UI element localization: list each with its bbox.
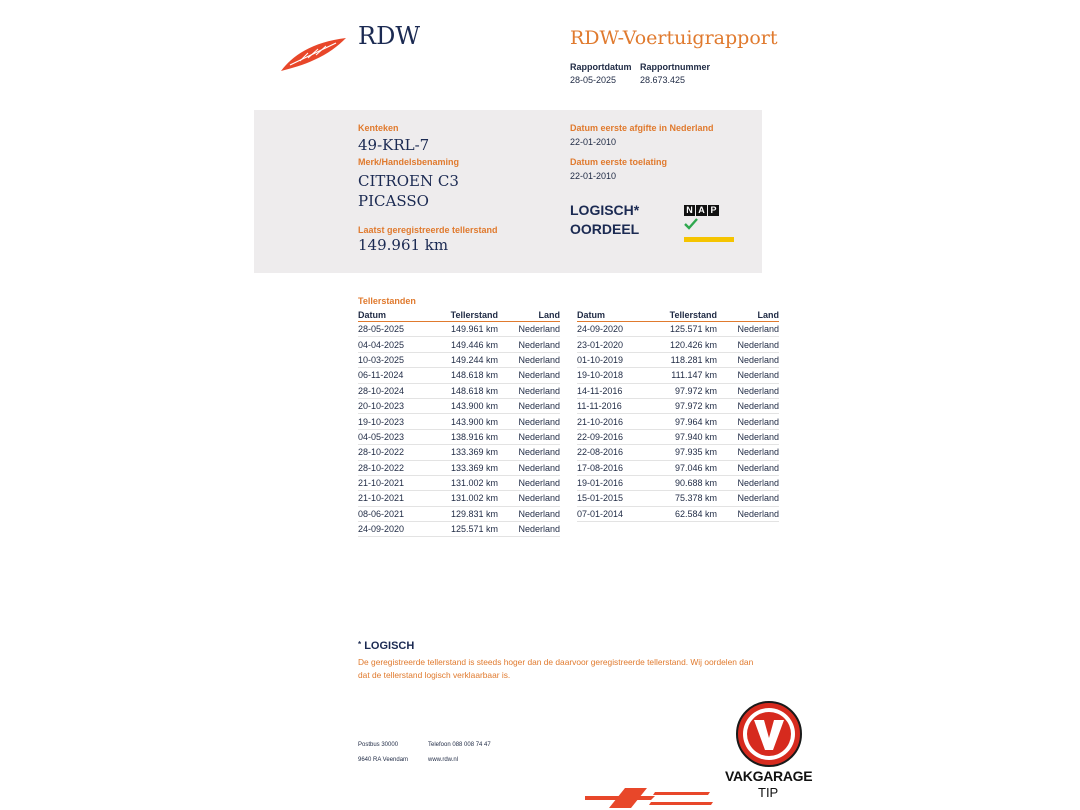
table-row [358,460,560,475]
reading-date: 11-11-2016 [577,398,651,413]
table-row [358,368,560,383]
table-row [577,429,779,444]
first-admission-value: 22-01-2010 [570,171,617,181]
reading-odometer: 62.584 km [651,506,717,521]
table-row [358,475,560,490]
reading-date: 04-05-2023 [358,429,432,444]
footnote-star: * [358,640,362,649]
table-row [358,398,560,413]
reading-country: Nederland [717,460,779,475]
reading-date: 24-09-2020 [358,522,432,537]
table-row [358,414,560,429]
table-row [358,522,560,537]
table-row [577,368,779,383]
table-row [358,429,560,444]
reading-country: Nederland [717,429,779,444]
reading-country: Nederland [498,445,560,460]
reading-date: 23-01-2020 [577,337,651,352]
plate-value: 49-KRL-7 [358,136,430,154]
reading-odometer: 133.369 km [432,460,498,475]
odometer-value: 149.961 km [358,236,449,254]
reading-odometer: 118.281 km [651,352,717,367]
reading-odometer: 97.964 km [651,414,717,429]
readings-title: Tellerstanden [358,296,416,306]
reading-country: Nederland [498,414,560,429]
nap-letter: P [708,205,719,216]
reading-country: Nederland [717,506,779,521]
reading-odometer: 149.244 km [432,352,498,367]
nap-logo [684,200,734,220]
reading-odometer: 125.571 km [651,322,717,337]
reading-date: 22-09-2016 [577,429,651,444]
reading-date: 15-01-2015 [577,491,651,506]
nap-letter: A [696,205,707,216]
nap-letter: N [684,205,695,216]
reading-country: Nederland [498,322,560,337]
reading-country: Nederland [717,445,779,460]
reading-date: 14-11-2016 [577,383,651,398]
col-header-country: Land [498,309,560,322]
table-row [358,506,560,521]
reading-odometer: 149.961 km [432,322,498,337]
reading-country: Nederland [498,475,560,490]
table-row [358,322,560,337]
reading-odometer: 129.831 km [432,506,498,521]
reading-date: 06-11-2024 [358,368,432,383]
reading-country: Nederland [498,368,560,383]
reading-date: 07-01-2014 [577,506,651,521]
reading-odometer: 149.446 km [432,337,498,352]
table-row [577,337,779,352]
odometer-label: Laatst geregistreerde tellerstand [358,225,498,235]
table-row [577,352,779,367]
reading-odometer: 97.972 km [651,383,717,398]
reading-date: 17-08-2016 [577,460,651,475]
panel-notch [254,261,318,273]
table-row [577,398,779,413]
col-header-date: Datum [358,309,432,322]
reading-country: Nederland [717,398,779,413]
reading-date: 21-10-2021 [358,491,432,506]
reading-date: 28-10-2024 [358,383,432,398]
report-date-label: Rapportdatum [570,62,632,72]
reading-country: Nederland [717,491,779,506]
reading-date: 10-03-2025 [358,352,432,367]
reading-odometer: 90.688 km [651,475,717,490]
reading-country: Nederland [498,398,560,413]
rdw-feather-logo-icon [278,34,350,74]
make-line2: PICASSO [358,192,429,210]
footer-web-link[interactable]: www.rdw.nl [428,757,459,763]
table-row [577,506,779,521]
plate-label: Kenteken [358,123,399,133]
reading-country: Nederland [717,352,779,367]
rdw-logo-text: RDW [358,22,420,50]
reading-odometer: 97.940 km [651,429,717,444]
reading-country: Nederland [717,322,779,337]
reading-odometer: 75.378 km [651,491,717,506]
readings-table-right [577,309,779,522]
footnote-title-text: LOGISCH [364,640,415,652]
reading-country: Nederland [717,383,779,398]
reading-odometer: 97.046 km [651,460,717,475]
table-row [358,337,560,352]
badge-line2: TIP [758,785,779,800]
col-header-odometer: Tellerstand [432,309,498,322]
reading-country: Nederland [717,337,779,352]
reading-date: 28-10-2022 [358,460,432,475]
first-issue-label: Datum eerste afgifte in Nederland [570,123,714,133]
verdict-line2: OORDEEL [570,221,640,237]
reading-date: 20-10-2023 [358,398,432,413]
reading-odometer: 120.426 km [651,337,717,352]
reading-date: 19-10-2018 [577,368,651,383]
first-admission-label: Datum eerste toelating [570,157,668,167]
checkmark-icon [684,218,698,230]
reading-date: 28-10-2022 [358,445,432,460]
reading-country: Nederland [498,383,560,398]
nap-underline [684,237,734,242]
reading-odometer: 148.618 km [432,383,498,398]
footer-phone: Telefoon 088 008 74 47 [428,742,491,748]
footnote-title [358,640,414,652]
reading-odometer: 125.571 km [432,522,498,537]
make-line1: CITROEN C3 [358,172,459,190]
reading-date: 04-04-2025 [358,337,432,352]
col-header-date: Datum [577,309,651,322]
reading-odometer: 133.369 km [432,445,498,460]
report-date: 28-05-2025 [570,75,617,85]
reading-country: Nederland [498,491,560,506]
reading-date: 08-06-2021 [358,506,432,521]
reading-country: Nederland [498,522,560,537]
report-number: 28.673.425 [640,75,686,85]
table-row [358,445,560,460]
verdict-line1: LOGISCH* [570,202,640,218]
reading-date: 19-10-2023 [358,414,432,429]
reading-country: Nederland [498,337,560,352]
table-row [577,445,779,460]
reading-country: Nederland [498,506,560,521]
reading-date: 19-01-2016 [577,475,651,490]
reading-odometer: 111.147 km [651,368,717,383]
table-row [577,383,779,398]
table-row [577,460,779,475]
col-header-odometer: Tellerstand [651,309,717,322]
make-label: Merk/Handelsbenaming [358,157,460,167]
reading-date: 01-10-2019 [577,352,651,367]
readings-table-left [358,309,560,537]
reading-odometer: 131.002 km [432,491,498,506]
reading-country: Nederland [498,460,560,475]
footnote-line2: dat de tellerstand logisch verklaarbaar is. [358,670,511,680]
footer-postbus: Postbus 30000 [358,742,399,748]
reading-odometer: 131.002 km [432,475,498,490]
reading-date: 22-08-2016 [577,445,651,460]
reading-odometer: 143.900 km [432,414,498,429]
reading-country: Nederland [717,475,779,490]
table-row [577,491,779,506]
reading-odometer: 97.972 km [651,398,717,413]
table-row [358,383,560,398]
reading-date: 21-10-2016 [577,414,651,429]
reading-date: 24-09-2020 [577,322,651,337]
table-row [577,414,779,429]
reading-odometer: 143.900 km [432,398,498,413]
reading-odometer: 97.935 km [651,445,717,460]
first-issue-value: 22-01-2010 [570,137,617,147]
table-row [358,491,560,506]
col-header-country: Land [717,309,779,322]
badge-line1: VAKGARAGE [725,768,813,784]
table-row [577,475,779,490]
reading-country: Nederland [498,429,560,444]
decorative-stripes-icon [585,784,715,810]
report-number-label: Rapportnummer [640,62,711,72]
table-row [577,322,779,337]
table-row [358,352,560,367]
footer-city: 9640 RA Veendam [358,757,409,763]
vakgarage-badge-icon [735,700,803,768]
vehicle-info-panel [254,110,762,273]
reading-country: Nederland [717,368,779,383]
reading-date: 21-10-2021 [358,475,432,490]
reading-odometer: 138.916 km [432,429,498,444]
reading-date: 28-05-2025 [358,322,432,337]
reading-country: Nederland [717,414,779,429]
reading-country: Nederland [498,352,560,367]
footnote-line1: De geregistreerde tellerstand is steeds hoger dan de daarvoor geregistreerde tellerstand. Wij oordelen dan [358,657,754,667]
report-title: RDW-Voertuigrapport [570,27,778,49]
reading-odometer: 148.618 km [432,368,498,383]
